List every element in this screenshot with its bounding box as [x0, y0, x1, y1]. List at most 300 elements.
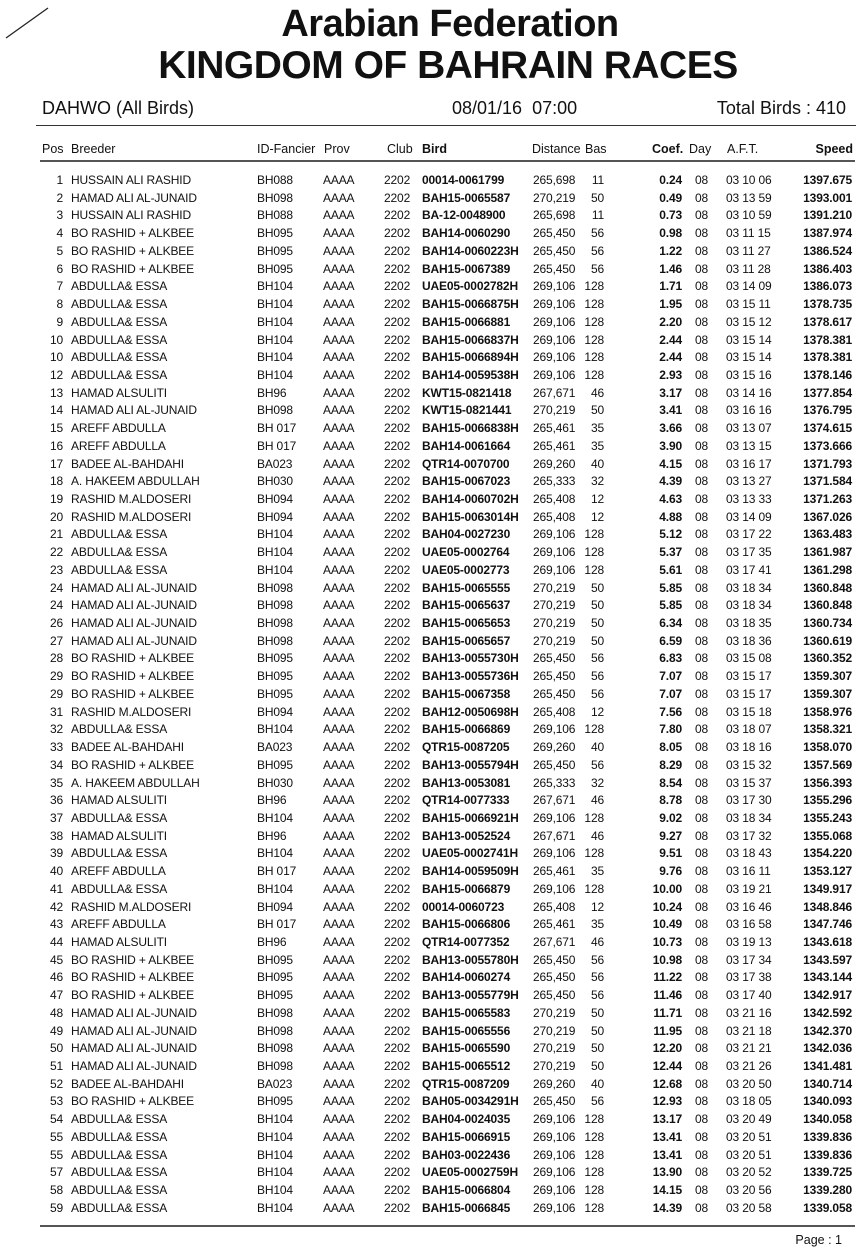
cell-distance: 265,461	[533, 864, 576, 879]
cell-coef: 10.98	[652, 952, 682, 967]
cell-aft: 03 20 58	[726, 1200, 772, 1215]
col-aft: A.F.T.	[727, 142, 759, 156]
cell-prov: AAAA	[323, 403, 355, 418]
cell-bird: BAH13-0055780H	[422, 952, 519, 967]
cell-pos: 48	[49, 1005, 63, 1020]
cell-speed: 1355.243	[803, 810, 852, 825]
cell-id-fancier: BH095	[257, 651, 293, 666]
cell-breeder: ABDULLA& ESSA	[71, 332, 168, 347]
cell-bird: UAE05-0002782H	[422, 279, 518, 294]
cell-bas: 50	[590, 580, 604, 595]
cell-prov: AAAA	[323, 1112, 355, 1127]
cell-pos: 8	[56, 297, 63, 311]
cell-distance: 270,219	[533, 1041, 576, 1056]
cell-aft: 03 18 34	[726, 810, 772, 825]
cell-aft: 03 10 06	[726, 173, 772, 187]
cell-breeder: HAMAD ALI AL-JUNAID	[71, 1023, 197, 1038]
cell-aft: 03 20 56	[726, 1183, 772, 1197]
cell-prov: AAAA	[323, 332, 355, 347]
cell-speed: 1342.592	[803, 1005, 852, 1020]
cell-club: 2202	[384, 1076, 411, 1091]
cell-bird: BAH15-0065637	[422, 598, 511, 613]
cell-breeder: HUSSAIN ALI RASHID	[71, 173, 192, 187]
cell-day: 08	[695, 722, 709, 737]
cell-breeder: HAMAD ALI AL-JUNAID	[71, 633, 197, 648]
cell-aft: 03 18 35	[726, 616, 772, 630]
cell-speed: 1358.070	[803, 740, 852, 754]
col-day: Day	[689, 142, 712, 156]
cell-club: 2202	[384, 403, 411, 418]
cell-distance: 269,260	[533, 740, 576, 754]
cell-breeder: ABDULLA& ESSA	[71, 722, 168, 737]
cell-coef: 2.20	[659, 314, 682, 329]
cell-bas: 128	[584, 1200, 604, 1215]
cell-speed: 1378.617	[803, 314, 852, 329]
cell-bas: 35	[590, 864, 604, 879]
cell-bird: BAH14-0061664	[422, 438, 511, 453]
cell-distance: 265,698	[533, 208, 576, 223]
cell-club: 2202	[384, 1200, 411, 1215]
cell-bas: 32	[590, 775, 604, 790]
cell-pos: 14	[49, 403, 63, 418]
cell-prov: AAAA	[323, 935, 355, 949]
cell-club: 2202	[384, 527, 411, 542]
cell-distance: 265,408	[533, 899, 576, 914]
cell-bird: BAH15-0066875H	[422, 297, 519, 311]
race-datetime: 08/01/16 07:00	[452, 98, 578, 118]
cell-breeder: ABDULLA& ESSA	[71, 1200, 168, 1215]
cell-club: 2202	[384, 828, 411, 843]
cell-breeder: BO RASHID + ALKBEE	[71, 988, 195, 1003]
cell-coef: 5.85	[659, 580, 682, 595]
cell-coef: 8.29	[659, 757, 682, 772]
cell-breeder: ABDULLA& ESSA	[71, 1112, 168, 1127]
cell-bas: 128	[584, 1129, 604, 1144]
cell-breeder: ABDULLA& ESSA	[71, 350, 168, 365]
cell-prov: AAAA	[323, 793, 355, 808]
cell-bas: 56	[590, 261, 604, 276]
cell-pos: 24	[49, 598, 63, 613]
cell-distance: 265,333	[533, 775, 576, 790]
cell-speed: 1342.917	[803, 988, 852, 1003]
cell-club: 2202	[384, 297, 411, 311]
cell-club: 2202	[384, 740, 411, 754]
cell-speed: 1360.619	[803, 633, 852, 648]
cell-breeder: BO RASHID + ALKBEE	[71, 226, 195, 241]
cell-breeder: AREFF ABDULLA	[71, 421, 166, 436]
cell-bas: 12	[590, 899, 604, 914]
cell-coef: 13.17	[652, 1112, 682, 1127]
cell-id-fancier: BH098	[257, 1059, 293, 1073]
cell-bas: 128	[584, 527, 604, 542]
cell-aft: 03 17 32	[726, 828, 772, 843]
cell-coef: 9.02	[659, 810, 682, 825]
cell-prov: AAAA	[323, 686, 355, 701]
cell-bird: BAH14-0060223H	[422, 243, 519, 258]
cell-day: 08	[695, 527, 709, 542]
cell-club: 2202	[384, 686, 411, 701]
cell-club: 2202	[384, 704, 411, 719]
cell-day: 08	[695, 350, 709, 365]
cell-id-fancier: BH104	[257, 1147, 293, 1162]
cell-aft: 03 19 13	[726, 935, 772, 949]
cell-breeder: BO RASHID + ALKBEE	[71, 651, 195, 666]
cell-prov: AAAA	[323, 1147, 355, 1162]
cell-prov: AAAA	[323, 173, 355, 187]
cell-aft: 03 16 11	[726, 864, 771, 879]
cell-distance: 265,450	[533, 757, 576, 772]
cell-bas: 128	[584, 545, 604, 560]
cell-bird: BAH15-0065556	[422, 1023, 511, 1038]
cell-id-fancier: BH098	[257, 190, 293, 205]
cell-bas: 128	[584, 846, 604, 861]
cell-coef: 11.22	[653, 970, 682, 985]
cell-coef: 10.24	[652, 899, 682, 914]
cell-breeder: ABDULLA& ESSA	[71, 314, 168, 329]
cell-prov: AAAA	[323, 509, 355, 524]
race-name: DAHWO (All Birds)	[42, 98, 194, 118]
cell-breeder: HUSSAIN ALI RASHID	[71, 208, 192, 223]
cell-club: 2202	[384, 208, 411, 223]
cell-bird: BAH13-0053081	[422, 775, 511, 790]
cell-club: 2202	[384, 917, 411, 932]
cell-day: 08	[695, 314, 709, 329]
cell-aft: 03 18 34	[726, 598, 772, 613]
cell-day: 08	[695, 846, 709, 861]
cell-bird: BAH15-0065512	[422, 1059, 511, 1073]
cell-distance: 265,461	[533, 421, 576, 436]
cell-club: 2202	[384, 970, 411, 985]
cell-bird: QTR14-0070700	[422, 456, 510, 471]
cell-id-fancier: BH 017	[257, 917, 297, 932]
cell-id-fancier: BH96	[257, 828, 287, 843]
cell-aft: 03 21 21	[726, 1041, 772, 1056]
cell-bas: 50	[590, 1059, 604, 1073]
cell-speed: 1343.618	[803, 935, 852, 949]
cell-club: 2202	[384, 598, 411, 613]
cell-prov: AAAA	[323, 367, 355, 382]
cell-day: 08	[695, 421, 709, 436]
cell-id-fancier: BH104	[257, 332, 293, 347]
cell-id-fancier: BH095	[257, 669, 293, 684]
cell-bird: BAH05-0034291H	[422, 1094, 519, 1109]
cell-distance: 267,671	[533, 828, 576, 843]
cell-club: 2202	[384, 1094, 411, 1109]
cell-id-fancier: BH098	[257, 403, 293, 418]
cell-speed: 1387.974	[803, 226, 852, 241]
cell-prov: AAAA	[323, 243, 355, 258]
cell-club: 2202	[384, 633, 411, 648]
cell-id-fancier: BH098	[257, 1023, 293, 1038]
cell-club: 2202	[384, 367, 411, 382]
cell-pos: 3	[56, 208, 63, 223]
cell-distance: 265,461	[533, 438, 576, 453]
cell-bird: BAH15-0066806	[422, 917, 511, 932]
cell-distance: 269,106	[533, 810, 576, 825]
cell-id-fancier: BH094	[257, 509, 293, 524]
col-prov: Prov	[324, 142, 350, 156]
cell-prov: AAAA	[323, 1183, 355, 1197]
cell-bird: QTR14-0077352	[422, 935, 510, 949]
cell-bas: 40	[590, 456, 604, 471]
cell-prov: AAAA	[323, 1165, 355, 1180]
cell-bas: 12	[590, 704, 604, 719]
cell-breeder: HAMAD ALSULITI	[71, 828, 167, 843]
cell-bird: KWT15-0821418	[422, 385, 512, 400]
cell-speed: 1342.036	[803, 1041, 852, 1056]
cell-coef: 5.85	[659, 598, 682, 613]
cell-aft: 03 15 32	[726, 757, 772, 772]
cell-aft: 03 20 51	[726, 1147, 772, 1162]
cell-coef: 14.15	[652, 1183, 682, 1197]
cell-day: 08	[695, 828, 709, 843]
cell-distance: 267,671	[533, 935, 576, 949]
cell-day: 08	[695, 1059, 709, 1073]
cell-prov: AAAA	[323, 917, 355, 932]
cell-coef: 1.22	[659, 243, 682, 258]
cell-speed: 1393.001	[803, 190, 852, 205]
cell-prov: AAAA	[323, 598, 355, 613]
cell-bas: 56	[590, 669, 604, 684]
cell-club: 2202	[384, 1112, 411, 1127]
cell-pos: 21	[49, 527, 63, 542]
cell-pos: 38	[49, 828, 63, 843]
cell-club: 2202	[384, 226, 411, 241]
cell-prov: AAAA	[323, 190, 355, 205]
cell-id-fancier: BH095	[257, 226, 293, 241]
cell-day: 08	[695, 474, 709, 489]
cell-coef: 12.93	[652, 1094, 682, 1109]
cell-distance: 269,106	[533, 1183, 576, 1197]
cell-bird: BAH15-0065587	[422, 190, 511, 205]
cell-id-fancier: BH104	[257, 1165, 293, 1180]
cell-bird: BAH15-0065590	[422, 1041, 511, 1056]
cell-distance: 270,219	[533, 1005, 576, 1020]
title-federation: Arabian Federation	[281, 3, 619, 45]
cell-aft: 03 20 51	[726, 1129, 772, 1144]
cell-coef: 6.83	[659, 651, 682, 666]
cell-prov: AAAA	[323, 421, 355, 436]
cell-id-fancier: BH098	[257, 1041, 293, 1056]
cell-bird: BAH03-0022436	[422, 1147, 511, 1162]
cell-coef: 0.24	[659, 173, 682, 187]
cell-club: 2202	[384, 952, 411, 967]
cell-day: 08	[695, 492, 709, 506]
cell-pos: 29	[49, 686, 63, 701]
cell-breeder: HAMAD ALI AL-JUNAID	[71, 403, 197, 418]
cell-aft: 03 20 50	[726, 1076, 772, 1091]
cell-speed: 1360.352	[803, 651, 852, 666]
cell-aft: 03 17 35	[726, 545, 772, 560]
footer-divider	[40, 1225, 855, 1227]
cell-coef: 12.20	[652, 1041, 682, 1056]
cell-aft: 03 15 08	[726, 651, 772, 666]
cell-prov: AAAA	[323, 1005, 355, 1020]
cell-bird: BAH15-0065555	[422, 580, 511, 595]
cell-club: 2202	[384, 1165, 411, 1180]
cell-day: 08	[695, 1041, 709, 1056]
cell-distance: 269,106	[533, 350, 576, 365]
cell-coef: 8.78	[659, 793, 682, 808]
cell-speed: 1355.068	[803, 828, 852, 843]
cell-bird: UAE05-0002773	[422, 562, 510, 577]
cell-day: 08	[695, 740, 709, 754]
cell-coef: 2.44	[659, 332, 682, 347]
cell-breeder: BO RASHID + ALKBEE	[71, 669, 195, 684]
cell-bird: 00014-0061799	[422, 173, 505, 187]
cell-breeder: ABDULLA& ESSA	[71, 1129, 168, 1144]
cell-distance: 269,106	[533, 846, 576, 861]
cell-bird: BAH14-0060274	[422, 970, 511, 985]
cell-distance: 265,461	[533, 917, 576, 932]
cell-day: 08	[695, 173, 709, 187]
cell-prov: AAAA	[323, 261, 355, 276]
cell-bas: 50	[590, 598, 604, 613]
cell-speed: 1386.524	[803, 243, 852, 258]
cell-speed: 1374.615	[803, 421, 852, 436]
cell-breeder: HAMAD ALI AL-JUNAID	[71, 1005, 197, 1020]
cell-bird: BAH15-0065583	[422, 1005, 511, 1020]
cell-day: 08	[695, 332, 709, 347]
cell-breeder: AREFF ABDULLA	[71, 864, 166, 879]
cell-speed: 1378.146	[803, 367, 852, 382]
cell-prov: AAAA	[323, 1094, 355, 1109]
cell-day: 08	[695, 1112, 709, 1127]
cell-club: 2202	[384, 438, 411, 453]
cell-aft: 03 16 46	[726, 899, 772, 914]
cell-speed: 1340.093	[803, 1094, 852, 1109]
cell-day: 08	[695, 367, 709, 382]
cell-club: 2202	[384, 474, 411, 489]
cell-id-fancier: BH094	[257, 899, 293, 914]
cell-club: 2202	[384, 173, 411, 187]
cell-club: 2202	[384, 864, 411, 879]
cell-speed: 1339.836	[803, 1147, 852, 1162]
cell-bird: 00014-0060723	[422, 899, 505, 914]
cell-prov: AAAA	[323, 385, 355, 400]
cell-coef: 13.90	[652, 1165, 682, 1180]
cell-day: 08	[695, 793, 709, 808]
cell-bas: 56	[590, 988, 604, 1003]
cell-id-fancier: BA023	[257, 1076, 293, 1091]
cell-bas: 11	[591, 173, 604, 187]
cell-prov: AAAA	[323, 704, 355, 719]
cell-id-fancier: BH96	[257, 385, 287, 400]
cell-speed: 1363.483	[803, 527, 852, 542]
cell-id-fancier: BH104	[257, 545, 293, 560]
cell-aft: 03 10 59	[726, 208, 772, 223]
cell-speed: 1359.307	[803, 686, 852, 701]
col-bird: Bird	[422, 142, 447, 156]
cell-distance: 269,260	[533, 456, 576, 471]
cell-id-fancier: BH104	[257, 279, 293, 294]
cell-prov: AAAA	[323, 1200, 355, 1215]
cell-breeder: RASHID M.ALDOSERI	[71, 704, 192, 719]
cell-bas: 32	[590, 474, 604, 489]
cell-aft: 03 13 07	[726, 421, 772, 436]
cell-id-fancier: BH098	[257, 598, 293, 613]
cell-distance: 270,219	[533, 633, 576, 648]
cell-aft: 03 15 17	[726, 669, 772, 684]
cell-club: 2202	[384, 509, 411, 524]
cell-coef: 5.37	[659, 545, 682, 560]
cell-aft: 03 17 34	[726, 952, 772, 967]
cell-coef: 9.27	[659, 828, 682, 843]
cell-bird: BAH15-0066881	[422, 314, 511, 329]
cell-aft: 03 19 21	[726, 881, 772, 896]
cell-distance: 265,698	[533, 173, 576, 187]
cell-speed: 1361.987	[803, 545, 852, 560]
cell-prov: AAAA	[323, 226, 355, 241]
cell-distance: 265,450	[533, 651, 576, 666]
cell-prov: AAAA	[323, 208, 355, 223]
cell-prov: AAAA	[323, 651, 355, 666]
cell-pos: 39	[49, 846, 63, 861]
cell-bas: 128	[584, 562, 604, 577]
cell-club: 2202	[384, 456, 411, 471]
col-coef: Coef.	[652, 142, 684, 156]
cell-day: 08	[695, 810, 709, 825]
cell-pos: 10	[49, 350, 63, 365]
cell-bas: 50	[590, 1041, 604, 1056]
cell-bird: BAH13-0055730H	[422, 651, 519, 666]
cell-day: 08	[695, 562, 709, 577]
cell-breeder: BO RASHID + ALKBEE	[71, 1094, 195, 1109]
cell-bas: 35	[590, 917, 604, 932]
cell-breeder: BADEE AL-BAHDAHI	[71, 456, 184, 471]
cell-bas: 40	[590, 1076, 604, 1091]
cell-club: 2202	[384, 881, 411, 896]
cell-pos: 37	[49, 810, 63, 825]
total-birds: Total Birds : 410	[716, 98, 846, 118]
cell-club: 2202	[384, 757, 411, 772]
cell-aft: 03 18 34	[726, 580, 772, 595]
cell-coef: 7.07	[659, 686, 682, 701]
cell-pos: 47	[49, 988, 63, 1003]
col-breeder: Breeder	[71, 142, 116, 156]
cell-prov: AAAA	[323, 279, 355, 294]
cell-coef: 11.46	[653, 988, 682, 1003]
cell-bird: BAH13-0055794H	[422, 757, 519, 772]
cell-day: 08	[695, 775, 709, 790]
cell-distance: 270,219	[533, 190, 576, 205]
cell-day: 08	[695, 509, 709, 524]
cell-breeder: BADEE AL-BAHDAHI	[71, 740, 184, 754]
cell-distance: 265,333	[533, 474, 576, 489]
cell-bird: BAH15-0066915	[422, 1129, 511, 1144]
cell-breeder: BADEE AL-BAHDAHI	[71, 1076, 184, 1091]
cell-distance: 269,106	[533, 1165, 576, 1180]
cell-breeder: HAMAD ALI AL-JUNAID	[71, 1059, 197, 1073]
cell-pos: 42	[49, 899, 63, 914]
cell-aft: 03 15 11	[726, 297, 771, 311]
cell-coef: 0.49	[659, 190, 682, 205]
cell-aft: 03 15 37	[726, 775, 772, 790]
cell-bird: BAH15-0066838H	[422, 421, 519, 436]
cell-prov: AAAA	[323, 580, 355, 595]
cell-id-fancier: BH095	[257, 261, 293, 276]
cell-breeder: ABDULLA& ESSA	[71, 810, 168, 825]
cell-distance: 265,450	[533, 1094, 576, 1109]
cell-pos: 10	[49, 332, 63, 347]
cell-id-fancier: BH030	[257, 775, 293, 790]
cell-distance: 270,219	[533, 580, 576, 595]
cell-bird: BAH15-0066921H	[422, 810, 519, 825]
cell-day: 08	[695, 616, 709, 630]
cell-bird: BAH12-0050698H	[422, 704, 519, 719]
cell-day: 08	[695, 669, 709, 684]
cell-coef: 5.12	[659, 527, 682, 542]
